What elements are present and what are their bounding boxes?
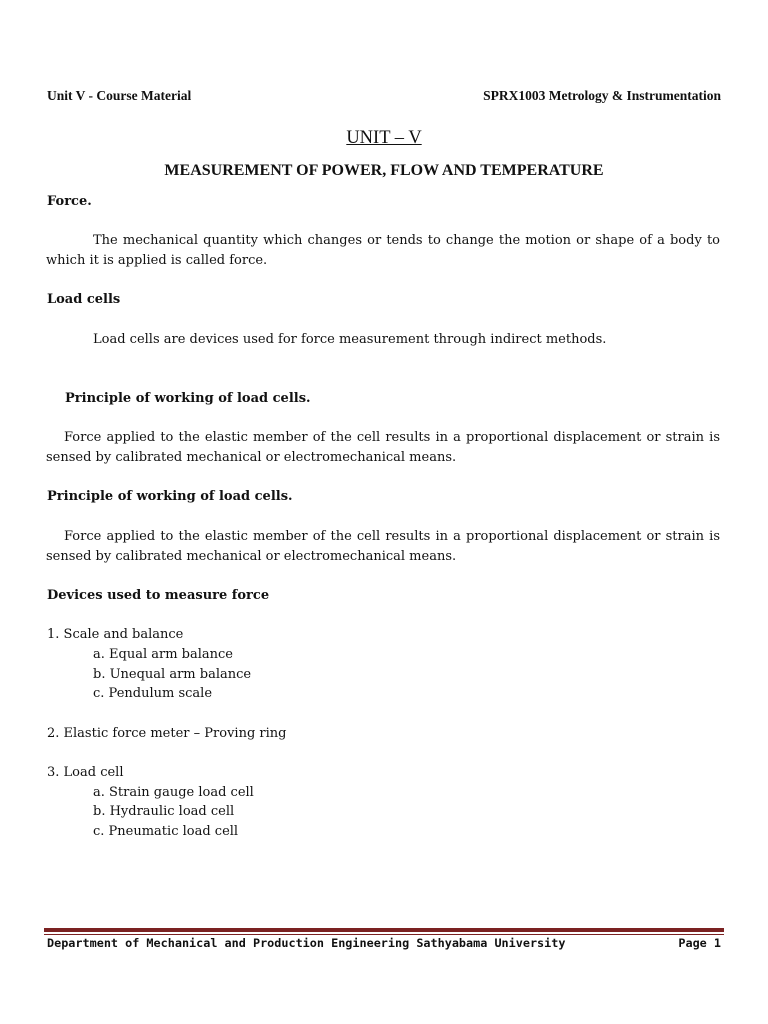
footer-department: Department of Mechanical and Production Engineering Sathyabama University	[47, 936, 566, 950]
list-subitem: b. Hydraulic load cell	[93, 804, 235, 819]
load-cells-paragraph: Load cells are devices used for force measurement through indirect methods.	[93, 332, 607, 347]
list-item-scale-balance: 1. Scale and balance	[47, 627, 184, 642]
list-subitem: b. Unequal arm balance	[93, 667, 252, 682]
list-subitem: a. Equal arm balance	[93, 647, 233, 662]
list-subitem: a. Strain gauge load cell	[93, 785, 254, 800]
principle-paragraph-1: Force applied to the elastic member of the cell results in a proportional displacement or strain is sensed by calibrated mechanical or electromechanical means.	[46, 430, 720, 465]
list-subitem: c. Pendulum scale	[93, 686, 213, 701]
list-item-elastic-force-meter: 2. Elastic force meter – Proving ring	[47, 726, 287, 741]
footer-rule-thick	[44, 928, 724, 932]
devices-heading: Devices used to measure force	[47, 588, 270, 603]
principle-heading-2: Principle of working of load cells.	[47, 489, 293, 504]
footer-rule-thin	[44, 934, 724, 935]
principle-paragraph-2: Force applied to the elastic member of the cell results in a proportional displacement or strain is sensed by calibrated mechanical or electromechanical means.	[46, 529, 720, 564]
header-course-label: Unit V - Course Material	[47, 88, 192, 103]
load-cells-heading: Load cells	[47, 292, 121, 307]
unit-title: UNIT – V	[346, 128, 422, 148]
list-item-load-cell: 3. Load cell	[47, 765, 124, 780]
page-number: Page 1	[678, 936, 721, 950]
force-paragraph: The mechanical quantity which changes or tends to change the motion or shape of a body to which it is applied is called force.	[46, 233, 720, 268]
document-title: MEASUREMENT OF POWER, FLOW AND TEMPERATURE	[164, 162, 604, 179]
principle-heading-1: Principle of working of load cells.	[65, 391, 311, 406]
list-subitem: c. Pneumatic load cell	[93, 824, 239, 839]
header-course-code: SPRX1003 Metrology & Instrumentation	[483, 88, 721, 103]
force-heading: Force.	[47, 194, 92, 209]
